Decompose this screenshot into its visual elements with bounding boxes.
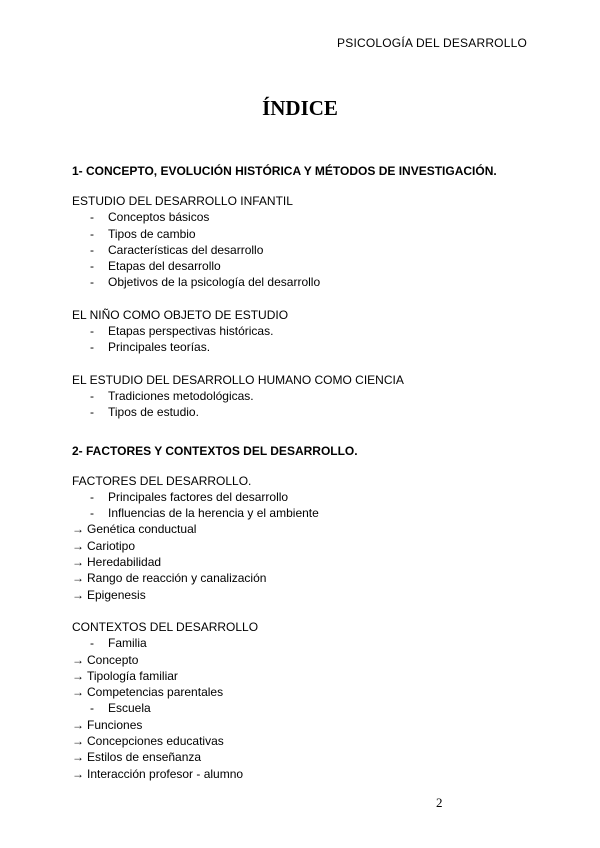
arrow-icon: → [72, 571, 84, 586]
list-item [72, 505, 542, 521]
list-item-text: Tipos de cambio [108, 226, 196, 241]
arrow-icon: → [72, 750, 84, 765]
list-item [72, 554, 542, 570]
group-heading: ESTUDIO DEL DESARROLLO INFANTIL [72, 194, 293, 208]
list-item [72, 258, 542, 274]
list-item [72, 538, 542, 554]
list-item-text: Principales teorías. [108, 340, 211, 355]
dash-bullet: - [90, 701, 94, 716]
running-header: PSICOLOGÍA DEL DESARROLLO [337, 36, 527, 50]
list-item [72, 587, 542, 603]
list-item-text: Escuela [108, 701, 151, 716]
list-item [72, 323, 542, 339]
arrow-icon: → [72, 717, 84, 732]
dash-bullet: - [90, 340, 94, 355]
list-item-text: Conceptos básicos [108, 210, 210, 225]
arrow-icon: → [72, 734, 84, 749]
dash-bullet: - [90, 636, 94, 651]
group-heading: CONTEXTOS DEL DESARROLLO [72, 619, 259, 634]
dash-bullet: - [90, 489, 94, 504]
list-item-text: Cariotipo [87, 538, 136, 553]
arrow-icon: → [72, 555, 84, 570]
list-item-text: Competencias parentales [87, 685, 224, 700]
list-item-text: Tipos de estudio. [108, 405, 199, 420]
list-item-text: Concepto [87, 652, 139, 667]
list-item [72, 684, 542, 700]
list-item [72, 489, 542, 505]
list-item-text: Rango de reacción y canalización [87, 571, 267, 586]
dash-bullet: - [90, 388, 94, 403]
list-item-text: Tipología familiar [87, 668, 178, 683]
list-item-text: Funciones [87, 717, 143, 732]
page-title: ÍNDICE [262, 96, 338, 120]
list-item-text: Tradiciones metodológicas. [108, 388, 254, 403]
list-item [72, 749, 542, 765]
list-item [72, 209, 542, 225]
list-item [72, 766, 542, 782]
list-item-text: Estilos de enseñanza [87, 750, 202, 765]
list-item [72, 733, 542, 749]
list-item-text: Etapas perspectivas históricas. [108, 324, 274, 339]
list-item [72, 521, 542, 537]
list-item [72, 700, 542, 716]
list-item-text: Influencias de la herencia y el ambiente [108, 506, 319, 521]
section-heading: 2- FACTORES Y CONTEXTOS DEL DESARROLLO. [72, 443, 358, 458]
section-heading: 1- CONCEPTO, EVOLUCIÓN HISTÓRICA Y MÉTODOS DE INVESTIGACIÓN. [72, 164, 497, 178]
dash-bullet: - [90, 259, 94, 274]
dash-bullet: - [90, 242, 94, 257]
page-number: 2 [436, 795, 443, 810]
list-item [72, 570, 542, 586]
dash-bullet: - [90, 210, 94, 225]
list-item [72, 242, 542, 258]
list-item-text: Características del desarrollo [108, 242, 264, 257]
list-item-text: Heredabilidad [87, 555, 162, 570]
list-item-text: Familia [108, 636, 147, 651]
list-item-text: Etapas del desarrollo [108, 259, 221, 274]
list-item [72, 635, 542, 651]
arrow-icon: → [72, 668, 84, 683]
arrow-icon: → [72, 522, 84, 537]
arrow-icon: → [72, 652, 84, 667]
list-item [72, 668, 542, 684]
dash-bullet: - [90, 506, 94, 521]
dash-bullet: - [90, 226, 94, 241]
arrow-icon: → [72, 685, 84, 700]
list-item [72, 717, 542, 733]
dash-bullet: - [90, 405, 94, 420]
list-item-text: Concepciones educativas [87, 734, 224, 749]
list-item [72, 226, 542, 242]
list-item-text: Objetivos de la psicología del desarrollo [108, 275, 321, 290]
list-item-text: Interacción profesor - alumno [87, 766, 244, 781]
arrow-icon: → [72, 766, 84, 781]
list-item [72, 274, 542, 290]
group-heading: EL ESTUDIO DEL DESARROLLO HUMANO COMO CIENCIA [72, 372, 404, 387]
list-item [72, 404, 542, 420]
dash-bullet: - [90, 275, 94, 290]
group-heading: FACTORES DEL DESARROLLO. [72, 473, 252, 488]
list-item-text: Principales factores del desarrollo [108, 489, 289, 504]
group-heading: EL NIÑO COMO OBJETO DE ESTUDIO [72, 307, 289, 322]
list-item-text: Genética conductual [87, 522, 197, 537]
list-item [72, 652, 542, 668]
dash-bullet: - [90, 324, 94, 339]
table-of-contents [72, 163, 542, 782]
arrow-icon: → [72, 538, 84, 553]
arrow-icon: → [72, 587, 84, 602]
list-item-text: Epigenesis [87, 587, 146, 602]
list-item [72, 339, 542, 355]
list-item [72, 388, 542, 404]
